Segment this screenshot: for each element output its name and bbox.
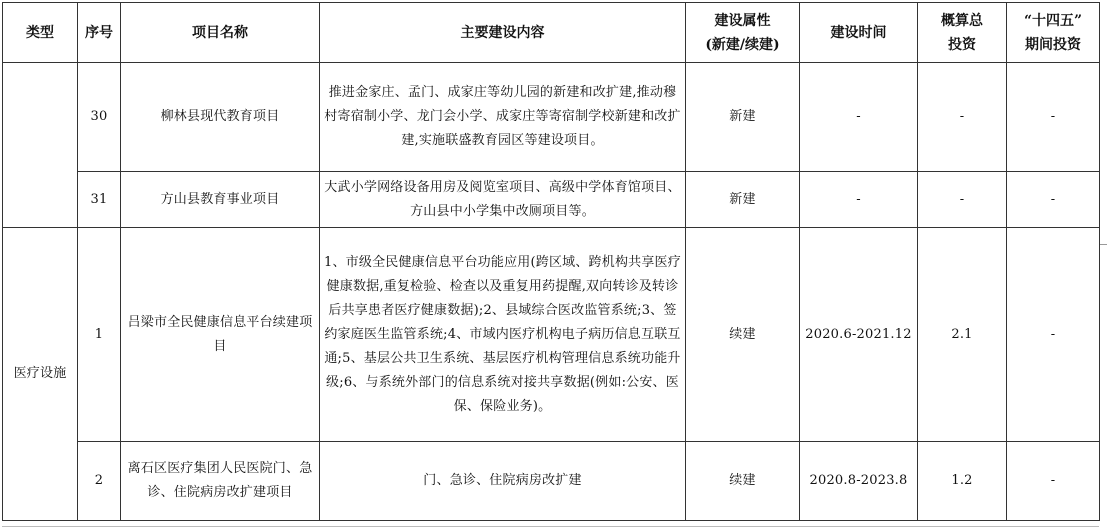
header-budget-line1: 概算总 [941, 12, 983, 29]
plan-cell: - [1007, 63, 1100, 172]
plan-cell: - [1007, 172, 1100, 228]
header-attribute-line1: 建设属性 [714, 12, 771, 29]
content-cell: 推进金家庄、孟门、成家庄等幼儿园的新建和改扩建,推动穆村寄宿制小学、龙门会小学、成家庄等寄宿制学校新建和改扩建,实施联盛教育园区等建设项目。 [320, 63, 686, 172]
header-row [3, 3, 1100, 63]
plan-cell: - [1007, 228, 1100, 442]
project-table [2, 2, 1100, 521]
header-plan [1007, 3, 1100, 63]
header-time: 建设时间 [800, 3, 918, 63]
time-cell: - [800, 172, 918, 228]
content-cell: 门、急诊、住院病房改扩建 [320, 442, 686, 521]
attribute-cell: 新建 [686, 172, 800, 228]
attribute-cell: 续建 [686, 228, 800, 442]
project-name-cell: 吕梁市全民健康信息平台续建项目 [121, 228, 320, 442]
project-name-cell: 柳林县现代教育项目 [121, 63, 320, 172]
content-cell: 1、市级全民健康信息平台功能应用(跨区域、跨机构共享医疗健康数据,重复检验、检查以及重复用药提醒,双向转诊及转诊后共享患者医疗健康数据);2、县域综合医改监管系统;3、签约家庭医生监管系统;4、市域内医疗机构电子病历信息互联互通;5、基层公共卫生系统、基层医疗机构管理信息系统功能升级;6、与系统外部门的信息系统对接共享数据(例如:公安、医保、保险业务)。 [320, 228, 686, 442]
table-row [3, 442, 1100, 521]
table-row [3, 63, 1100, 172]
page-edge-mark [1100, 244, 1107, 245]
category-cell: 医疗设施 [3, 228, 78, 521]
attribute-cell: 新建 [686, 63, 800, 172]
attribute-cell: 续建 [686, 442, 800, 521]
time-cell: 2020.6-2021.12 [800, 228, 918, 442]
budget-cell: 2.1 [918, 228, 1007, 442]
header-project-name: 项目名称 [121, 3, 320, 63]
index-cell: 30 [78, 63, 121, 172]
header-category: 类型 [3, 3, 78, 63]
header-attribute-line2: (新建/续建) [705, 36, 780, 53]
table-row [3, 172, 1100, 228]
header-budget-line2: 投资 [948, 36, 976, 53]
page-bottom-divider [2, 526, 1099, 527]
table-row [3, 228, 1100, 442]
content-cell: 大武小学网络设备用房及阅览室项目、高级中学体育馆项目、方山县中小学集中改厕项目等。 [320, 172, 686, 228]
project-name-cell: 方山县教育事业项目 [121, 172, 320, 228]
index-cell: 2 [78, 442, 121, 521]
header-plan-line1: “十四五” [1023, 12, 1083, 29]
index-cell: 31 [78, 172, 121, 228]
budget-cell: 1.2 [918, 442, 1007, 521]
header-attribute [686, 3, 800, 63]
header-plan-line2: 期间投资 [1025, 36, 1081, 53]
budget-cell: - [918, 63, 1007, 172]
time-cell: - [800, 63, 918, 172]
category-cell [3, 63, 78, 228]
budget-cell: - [918, 172, 1007, 228]
time-cell: 2020.8-2023.8 [800, 442, 918, 521]
header-content: 主要建设内容 [320, 3, 686, 63]
header-budget [918, 3, 1007, 63]
plan-cell: - [1007, 442, 1100, 521]
project-name-cell: 离石区医疗集团人民医院门、急诊、住院病房改扩建项目 [121, 442, 320, 521]
header-index: 序号 [78, 3, 121, 63]
index-cell: 1 [78, 228, 121, 442]
